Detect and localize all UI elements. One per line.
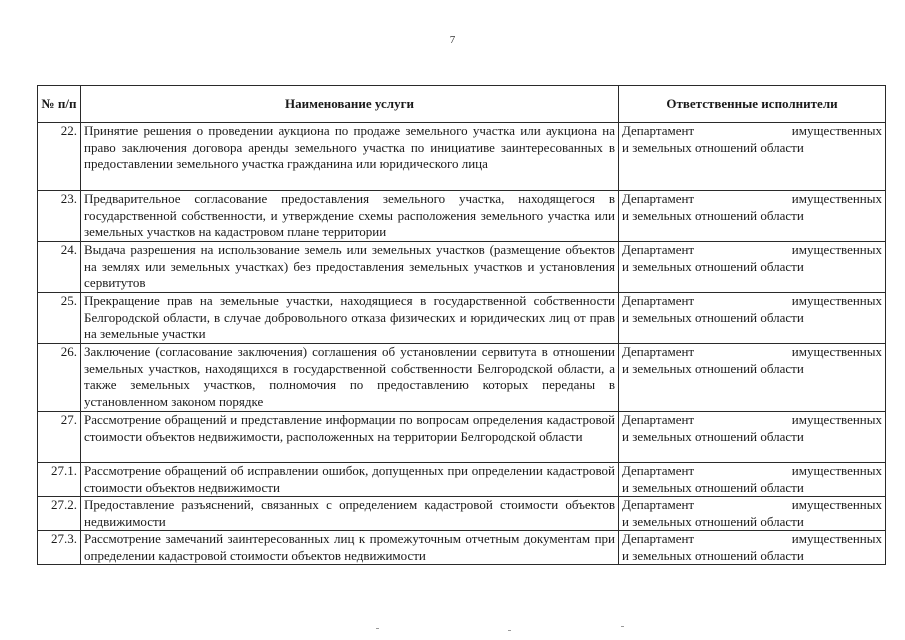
scan-artifacts [0,624,905,636]
header-service-name: Наименование услуги [81,86,619,123]
responsible-word-1: Департамент [622,293,695,308]
responsible-word-1: Департамент [622,242,695,257]
responsible-line-2: и земельных отношений области [622,360,804,376]
header-responsible: Ответственные исполнители [619,86,886,123]
responsible-word-2: имущественных [791,123,882,138]
responsible-executor [619,242,886,293]
services-table [37,85,886,565]
responsible-line-2: и земельных отношений области [622,309,804,325]
responsible-line-2: и земельных отношений области [622,207,804,223]
responsible-word-2: имущественных [791,242,882,257]
responsible-word-2: имущественных [791,344,882,359]
table-row [38,497,886,531]
responsible-word-1: Департамент [622,123,695,138]
row-number: 27.1. [38,463,81,497]
table-row [38,191,886,242]
service-name: Предоставление разъяснений, связанных с определением кадастровой стоимости объектов недвижимости [81,497,619,531]
responsible-word-1: Департамент [622,344,695,359]
responsible-executor [619,497,886,531]
table-row [38,412,886,463]
responsible-word-1: Департамент [622,531,695,546]
service-name: Выдача разрешения на использование земель или земельных участков (размещение объектов на землях или земельных участках) без предоставления земельных участков и установления сервитутов [81,242,619,293]
table-row [38,344,886,412]
row-number: 24. [38,242,81,293]
responsible-line-2: и земельных отношений области [622,479,804,495]
page-number: 7 [449,34,456,46]
row-number: 27.3. [38,531,81,565]
row-number: 27. [38,412,81,463]
responsible-word-1: Департамент [622,412,695,427]
row-number: 27.2. [38,497,81,531]
header-number: № п/п [38,86,81,123]
service-name: Рассмотрение обращений об исправлении ошибок, допущенных при определении кадастровой стоимости объектов недвижимости [81,463,619,497]
responsible-word-2: имущественных [791,293,882,308]
service-name: Заключение (согласование заключения) соглашения об установлении сервитута в отношении земельных участков, находящихся в государственной собственности Белгородской области, а также земельных участков, полномочия по предоставлению которых переданы в установленном законом порядке [81,344,619,412]
row-number: 22. [38,123,81,191]
responsible-executor [619,531,886,565]
responsible-executor [619,463,886,497]
table-header-row [38,86,886,123]
table-row [38,293,886,344]
responsible-executor [619,123,886,191]
row-number: 26. [38,344,81,412]
responsible-word-2: имущественных [791,191,882,206]
table-row [38,123,886,191]
responsible-word-2: имущественных [791,412,882,427]
responsible-line-2: и земельных отношений области [622,547,804,563]
responsible-line-2: и земельных отношений области [622,139,804,155]
responsible-line-2: и земельных отношений области [622,428,804,444]
table-row [38,242,886,293]
responsible-word-1: Департамент [622,463,695,478]
responsible-executor [619,191,886,242]
responsible-executor [619,293,886,344]
service-name: Прекращение прав на земельные участки, находящиеся в государственной собственности Белгородской области, в случае добровольного отказа физических и юридических лиц от прав на земельные участки [81,293,619,344]
responsible-word-2: имущественных [791,531,882,546]
responsible-line-2: и земельных отношений области [622,258,804,274]
table-row [38,531,886,565]
service-name: Рассмотрение замечаний заинтересованных лиц к промежуточным отчетным документам при определении кадастровой стоимости объектов недвижимости [81,531,619,565]
responsible-line-2: и земельных отношений области [622,513,804,529]
table-row [38,463,886,497]
service-name: Предварительное согласование предоставления земельного участка, находящегося в государственной собственности, и утверждение схемы расположения земельного участка или земельных участков на кадастровом плане территории [81,191,619,242]
responsible-word-2: имущественных [791,463,882,478]
service-name: Принятие решения о проведении аукциона по продаже земельного участка или аукциона на право заключения договора аренды земельного участка по инициативе заинтересованных в предоставлении земельного участка гражданина или юридического лица [81,123,619,191]
service-name: Рассмотрение обращений и представление информации по вопросам определения кадастровой стоимости объектов недвижимости, расположенных на территории Белгородской области [81,412,619,463]
responsible-word-2: имущественных [791,497,882,512]
responsible-word-1: Департамент [622,497,695,512]
row-number: 23. [38,191,81,242]
responsible-executor [619,412,886,463]
responsible-word-1: Департамент [622,191,695,206]
responsible-executor [619,344,886,412]
row-number: 25. [38,293,81,344]
